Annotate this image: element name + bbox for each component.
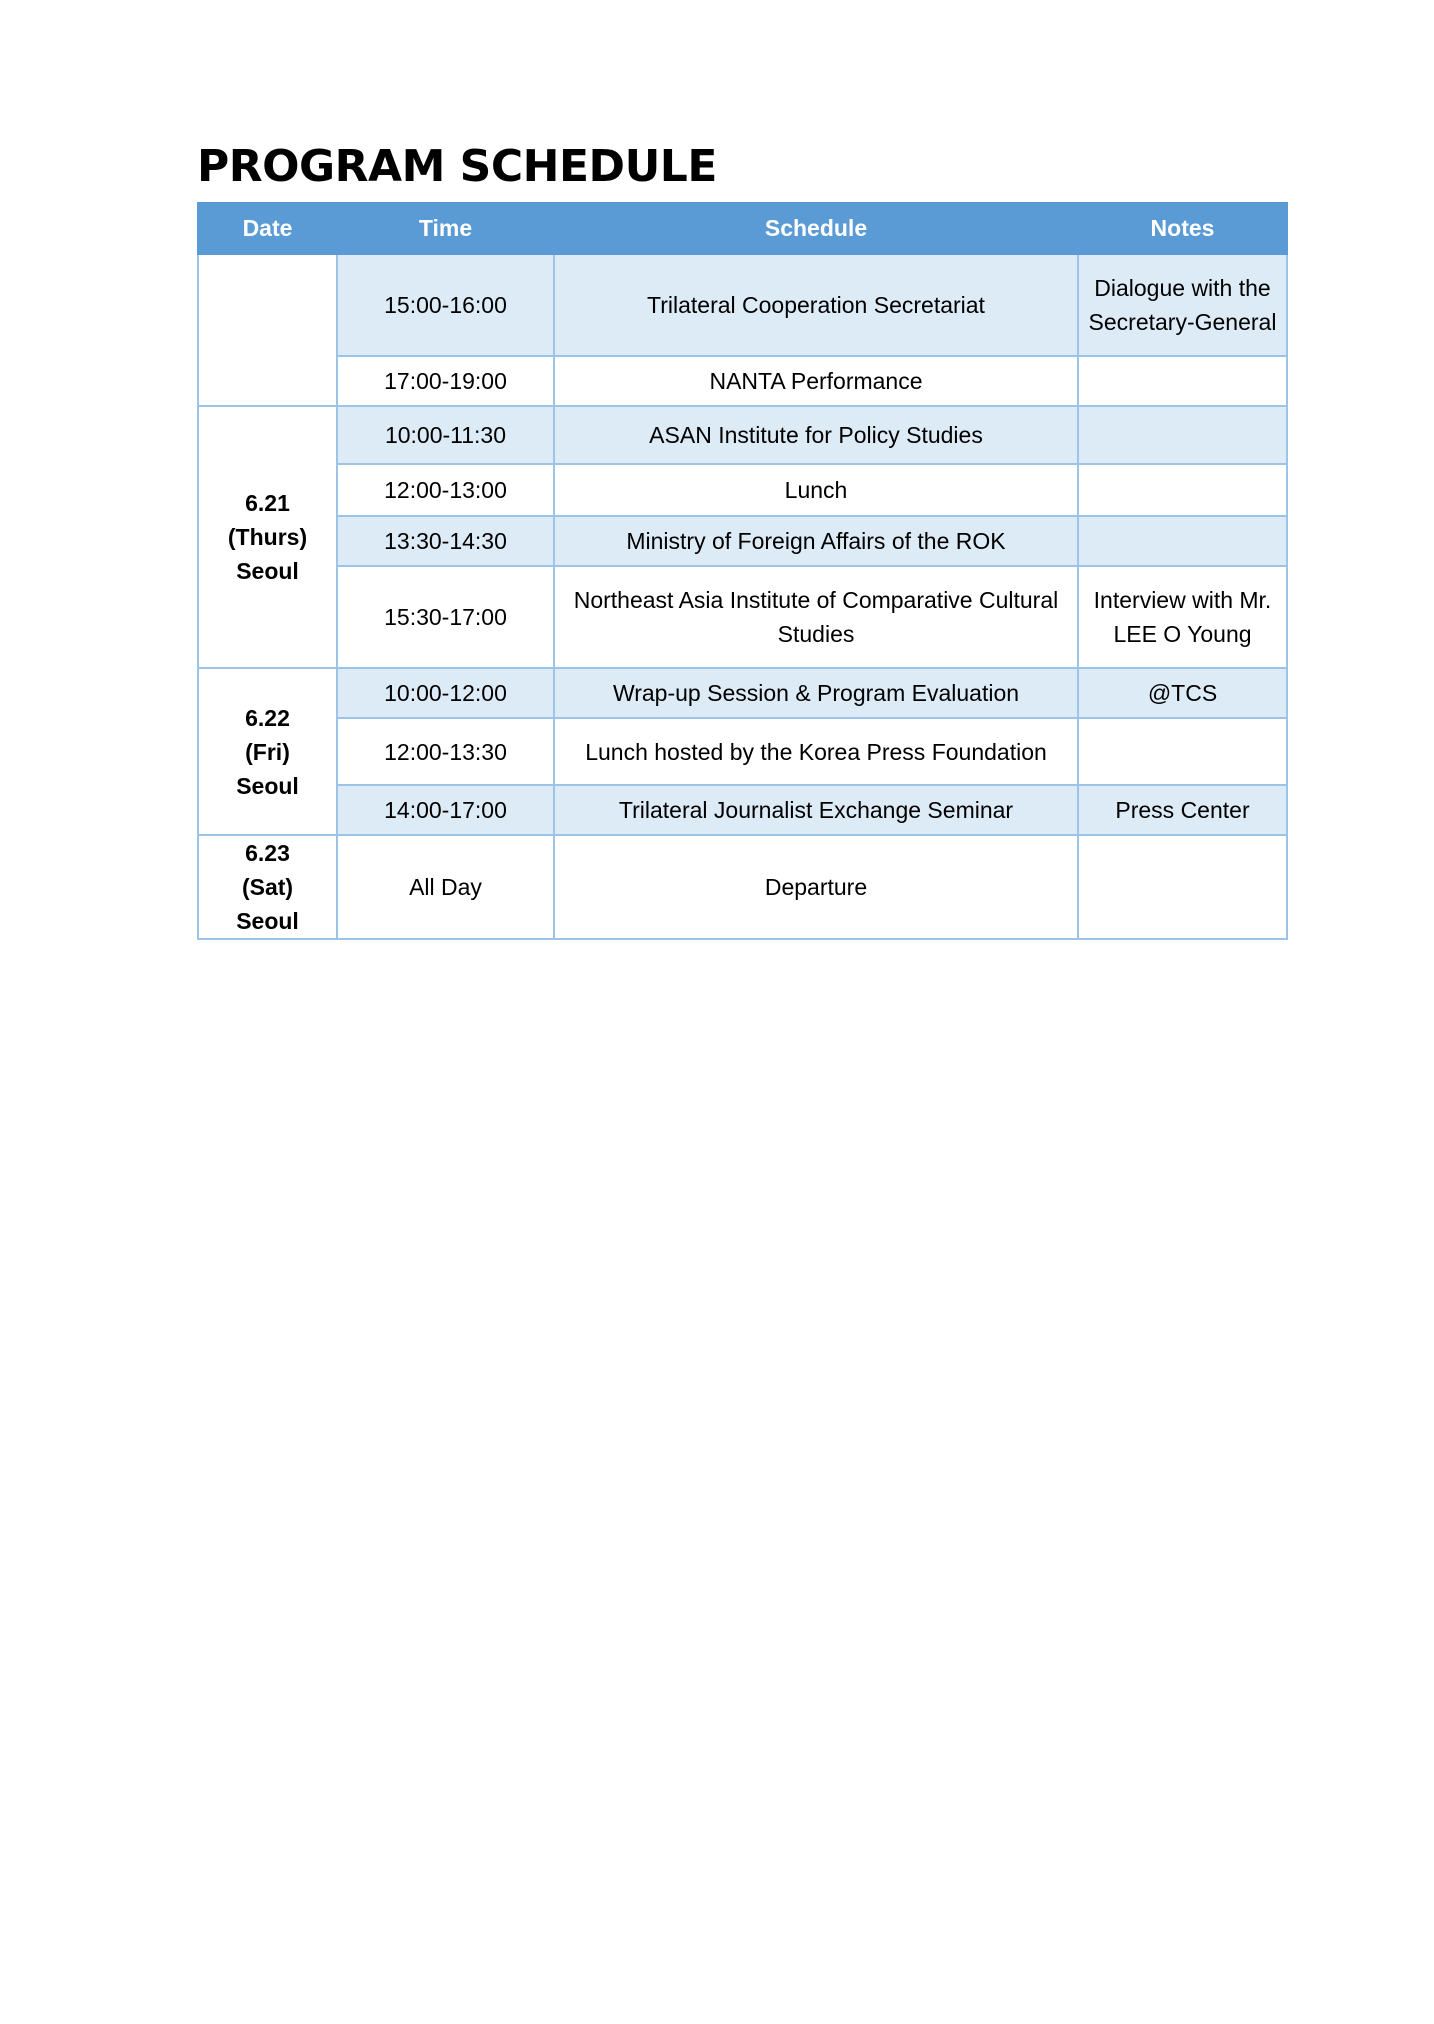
table-row bbox=[198, 254, 1287, 356]
date-weekday: (Sat) bbox=[241, 874, 294, 900]
notes-cell: Interview with Mr. LEE O Young bbox=[1078, 566, 1287, 668]
time-cell: 14:00-17:00 bbox=[337, 785, 554, 835]
page-title: PROGRAM SCHEDULE bbox=[197, 141, 717, 192]
table-row bbox=[198, 785, 1287, 835]
notes-cell bbox=[1078, 835, 1287, 939]
notes-cell bbox=[1078, 406, 1287, 464]
time-cell: 13:30-14:30 bbox=[337, 516, 554, 566]
table-row bbox=[198, 464, 1287, 516]
table-row bbox=[198, 668, 1287, 718]
notes-cell bbox=[1078, 464, 1287, 516]
header-row bbox=[198, 203, 1287, 254]
table-row bbox=[198, 516, 1287, 566]
table-row bbox=[198, 566, 1287, 668]
time-cell: 12:00-13:00 bbox=[337, 464, 554, 516]
table-row bbox=[198, 835, 1287, 939]
schedule-cell: Trilateral Journalist Exchange Seminar bbox=[554, 785, 1078, 835]
schedule-cell: Ministry of Foreign Affairs of the ROK bbox=[554, 516, 1078, 566]
table-body bbox=[198, 254, 1287, 939]
notes-cell: Press Center bbox=[1078, 785, 1287, 835]
schedule-cell: Northeast Asia Institute of Comparative Cultural Studies bbox=[554, 566, 1078, 668]
date-weekday: (Thurs) bbox=[227, 524, 308, 550]
time-cell: 15:00-16:00 bbox=[337, 254, 554, 356]
column-header-notes: Notes bbox=[1078, 203, 1287, 254]
date-city: Seoul bbox=[236, 558, 299, 584]
time-cell: 10:00-11:30 bbox=[337, 406, 554, 464]
date-city: Seoul bbox=[236, 772, 299, 799]
column-header-schedule: Schedule bbox=[554, 203, 1078, 254]
schedule-cell: Trilateral Cooperation Secretariat bbox=[554, 254, 1078, 356]
date-weekday: (Fri) bbox=[245, 738, 290, 765]
table-row bbox=[198, 356, 1287, 406]
date-day: 6.23 bbox=[245, 840, 290, 866]
schedule-cell: ASAN Institute for Policy Studies bbox=[554, 406, 1078, 464]
date-cell bbox=[198, 254, 337, 406]
table-row bbox=[198, 406, 1287, 464]
date-cell bbox=[198, 406, 337, 668]
program-schedule-table bbox=[197, 202, 1288, 940]
schedule-cell: Departure bbox=[554, 835, 1078, 939]
notes-cell bbox=[1078, 356, 1287, 406]
schedule-cell: Wrap-up Session & Program Evaluation bbox=[554, 668, 1078, 718]
time-cell: 15:30-17:00 bbox=[337, 566, 554, 668]
page-content bbox=[197, 135, 1286, 940]
schedule-cell: Lunch bbox=[554, 464, 1078, 516]
date-city: Seoul bbox=[236, 908, 299, 934]
date-day: 6.22 bbox=[245, 704, 290, 731]
notes-cell: Dialogue with the Secretary-General bbox=[1078, 254, 1287, 356]
date-day: 6.21 bbox=[245, 490, 290, 516]
schedule-cell: NANTA Performance bbox=[554, 356, 1078, 406]
time-cell: All Day bbox=[337, 835, 554, 939]
notes-cell bbox=[1078, 718, 1287, 785]
schedule-cell: Lunch hosted by the Korea Press Foundation bbox=[554, 718, 1078, 785]
notes-cell: @TCS bbox=[1078, 668, 1287, 718]
column-header-time: Time bbox=[337, 203, 554, 254]
time-cell: 17:00-19:00 bbox=[337, 356, 554, 406]
date-cell bbox=[198, 835, 337, 939]
time-cell: 12:00-13:30 bbox=[337, 718, 554, 785]
table-row bbox=[198, 718, 1287, 785]
column-header-date: Date bbox=[198, 203, 337, 254]
notes-cell bbox=[1078, 516, 1287, 566]
date-cell bbox=[198, 668, 337, 835]
time-cell: 10:00-12:00 bbox=[337, 668, 554, 718]
table-header bbox=[198, 203, 1287, 254]
